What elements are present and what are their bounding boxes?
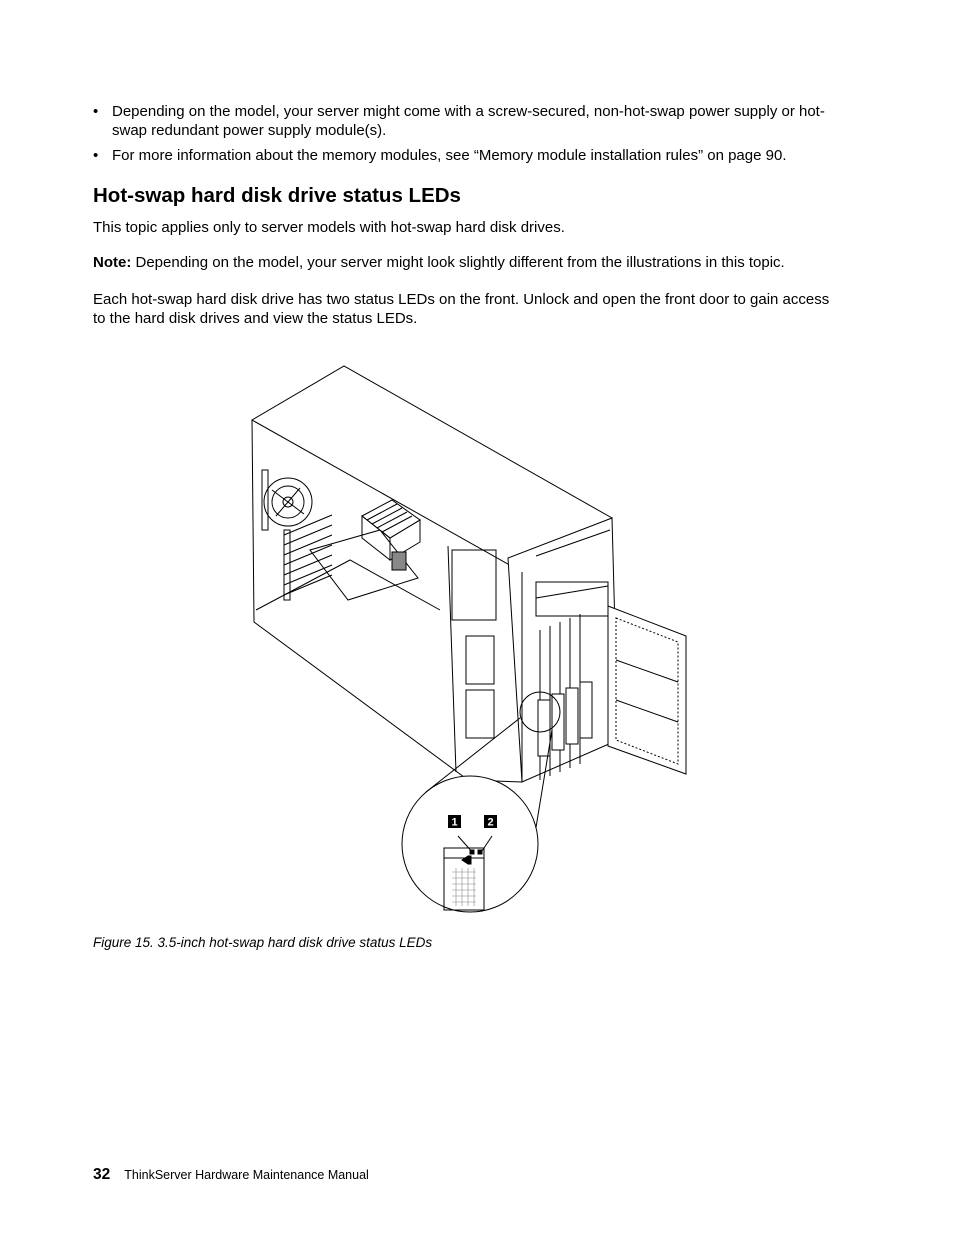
description-paragraph: Each hot-swap hard disk drive has two status LEDs on the front. Unlock and open the front door to gain access to the hard disk drives and view the status LEDs.: [93, 291, 830, 327]
server-illustration: [240, 360, 700, 920]
server-drawing: [240, 360, 700, 920]
bullet-item: [93, 146, 833, 165]
callout-2-label: 2: [487, 816, 494, 829]
expansion-slots: [284, 515, 332, 600]
detail-magnifier: [402, 776, 538, 912]
bullet-item: [93, 102, 833, 140]
page-footer: [93, 1165, 369, 1185]
page-number: 32: [93, 1166, 111, 1183]
bullet-list: [93, 102, 833, 171]
bullet-dot: •: [93, 147, 99, 164]
note-label: Note:: [93, 254, 132, 271]
intro-paragraph: This topic applies only to server models with hot-swap hard disk drives.: [93, 219, 565, 236]
bullet-dot: •: [93, 103, 99, 120]
figure-caption: Figure 15. 3.5-inch hot-swap hard disk drive status LEDs: [93, 935, 433, 950]
manual-title: ThinkServer Hardware Maintenance Manual: [124, 1168, 369, 1182]
callout-1-label: 1: [451, 816, 458, 829]
section-title: Hot-swap hard disk drive status LEDs: [93, 184, 461, 207]
bullet-text: For more information about the memory modules, see “Memory module installation rules” on page 90.: [112, 147, 787, 164]
note-paragraph: [93, 253, 833, 272]
front-door: [608, 606, 686, 774]
note-text: Depending on the model, your server might look slightly different from the illustrations in this topic.: [131, 254, 785, 271]
bullet-text: Depending on the model, your server might come with a screw-secured, non-hot-swap power supply or hot-swap redundant power supply module(s).: [112, 103, 825, 139]
